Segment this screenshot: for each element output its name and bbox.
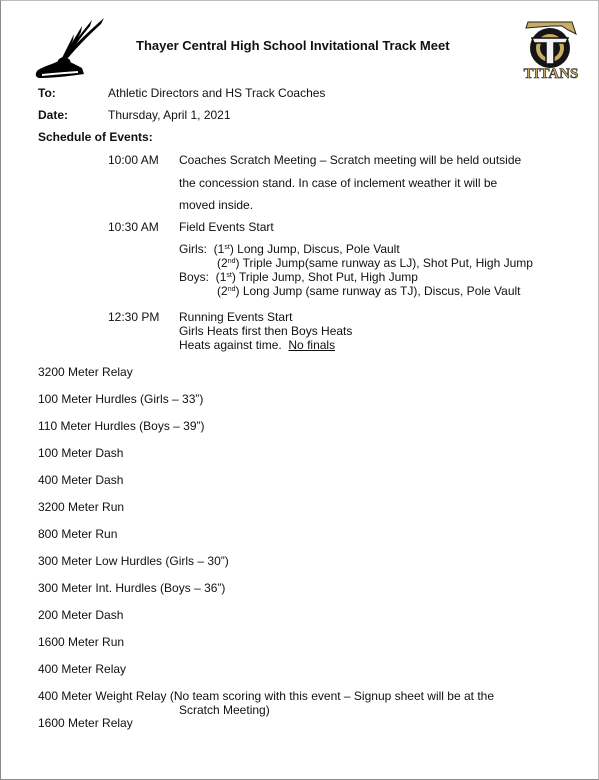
event-item: 100 Meter Dash (38, 446, 124, 460)
boys-label: Boys: (179, 270, 210, 284)
schedule-text-1c: moved inside. (179, 198, 254, 212)
titans-logo-text: TITANS (523, 66, 579, 82)
event-item: 400 Meter Weight Relay (No team scoring with this event – Signup sheet will be at the (38, 689, 495, 703)
no-finals-underlined: No finals (288, 338, 336, 352)
boys-line-2: (2nd) Long Jump (same runway as TJ), Discus, Pole Vault (217, 284, 521, 298)
event-item: 100 Meter Hurdles (Girls – 33”) (38, 392, 204, 406)
schedule-text-1a: Coaches Scratch Meeting – Scratch meeting will be held outside (179, 153, 522, 167)
schedule-label: Schedule of Events: (38, 130, 153, 144)
schedule-time-3: 12:30 PM (108, 310, 160, 324)
event-item: 300 Meter Int. Hurdles (Boys – 36”) (38, 581, 226, 595)
girls-line-2: (2nd) Triple Jump(same runway as LJ), Shot Put, High Jump (217, 256, 533, 270)
event-item: 300 Meter Low Hurdles (Girls – 30”) (38, 554, 229, 568)
schedule-time-2: 10:30 AM (108, 220, 159, 234)
event-item: 1600 Meter Relay (38, 716, 133, 730)
girls-line-1: Girls: (1st) Long Jump, Discus, Pole Vault (179, 242, 400, 256)
event-item: 110 Meter Hurdles (Boys – 39”) (38, 419, 205, 433)
to-value: Athletic Directors and HS Track Coaches (108, 86, 326, 100)
event-item: 800 Meter Run (38, 527, 118, 541)
event-item: 3200 Meter Run (38, 500, 125, 514)
winged-shoe-icon (30, 16, 106, 82)
schedule-text-3a: Running Events Start (179, 310, 293, 324)
event-item: 3200 Meter Relay (38, 365, 133, 379)
event-item: 400 Meter Relay (38, 662, 127, 676)
date-value: Thursday, April 1, 2021 (108, 108, 231, 122)
girls-label: Girls: (179, 242, 207, 256)
schedule-text-3b: Girls Heats first then Boys Heats (179, 324, 353, 338)
schedule-text-3c: Heats against time. No finals (179, 338, 336, 352)
boys-line-1: Boys: (1st) Triple Jump, Shot Put, High Jump (179, 270, 418, 284)
to-label: To: (38, 86, 56, 100)
titans-logo-icon (512, 20, 590, 82)
event-item: 1600 Meter Run (38, 635, 125, 649)
event-item-wrap: Scratch Meeting) (179, 703, 270, 717)
event-item: 200 Meter Dash (38, 608, 124, 622)
page-title: Thayer Central High School Invitational Track Meet (136, 38, 450, 53)
schedule-text-2: Field Events Start (179, 220, 274, 234)
schedule-text-1b: the concession stand. In case of inclement weather it will be (179, 176, 498, 190)
date-label: Date: (38, 108, 69, 122)
event-item: 400 Meter Dash (38, 473, 124, 487)
schedule-time-1: 10:00 AM (108, 153, 159, 167)
